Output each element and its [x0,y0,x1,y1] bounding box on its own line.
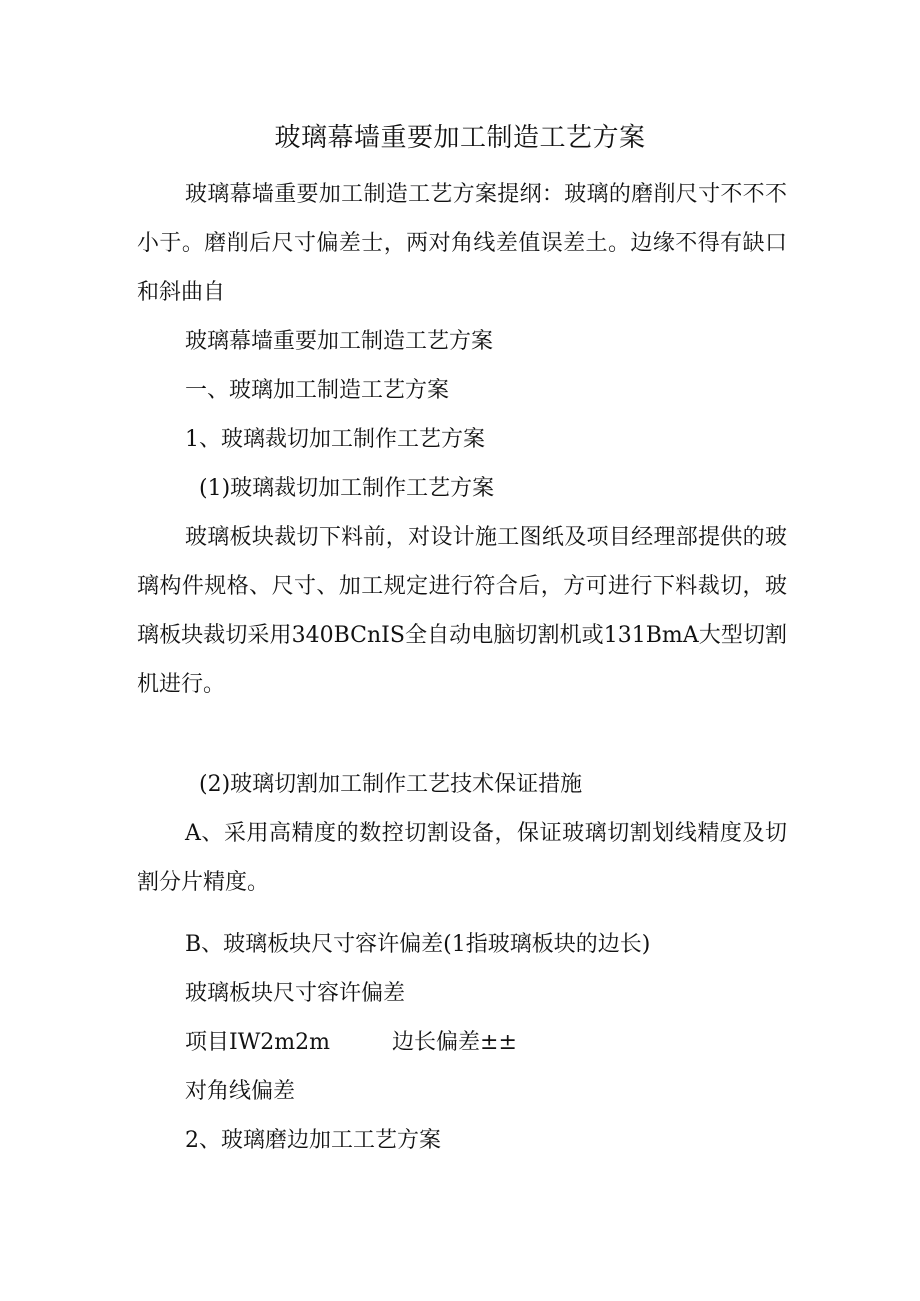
cutting-paragraph: 玻璃板块裁切下料前，对设计施工图纸及项目经理部提供的玻璃构件规格、尺寸、加工规定进行符合后，方可进行下料裁切，玻璃板块裁切采用340BCnIS全自动电脑切割机或131BmA大型切割机进行。 [137,525,787,697]
diagonal-line: 对角线偏差 [185,1079,296,1104]
section-heading-1: 一、玻璃加工制造工艺方案 [185,378,450,403]
subtitle-line: 玻璃幕墙重要加工制造工艺方案 [185,329,494,354]
row-edge-label: 边长偏差±± [392,1030,517,1055]
tolerance-line: 玻璃板块尺寸容许偏差 [185,981,406,1006]
section-heading-1-1: 1、玻璃裁切加工制作工艺方案 [185,427,485,452]
item-heading-2: (2)玻璃切割加工制作工艺技术保证措施 [199,772,583,797]
item-heading-1: (1)玻璃裁切加工制作工艺方案 [199,476,495,501]
measure-b-line: B、玻璃板块尺寸容许偏差(1指玻璃板块的边长) [185,932,651,957]
document-title: 玻璃幕墙重要加工制造工艺方案 [274,123,646,153]
tolerance-row [185,1018,517,1067]
section-heading-1-2: 2、玻璃磨边加工工艺方案 [185,1128,441,1153]
measure-a-paragraph: A、采用高精度的数控切割设备，保证玻璃切割划线精度及切割分片精度。 [137,821,787,895]
outline-paragraph: 玻璃幕墙重要加工制造工艺方案提纲：玻璃的磨削尺寸不不不小于。磨削后尺寸偏差士，两对角线差值误差土。边缘不得有缺口和斜曲自 [137,182,787,305]
row-project-label: 项目IW2m2m [185,1030,331,1055]
